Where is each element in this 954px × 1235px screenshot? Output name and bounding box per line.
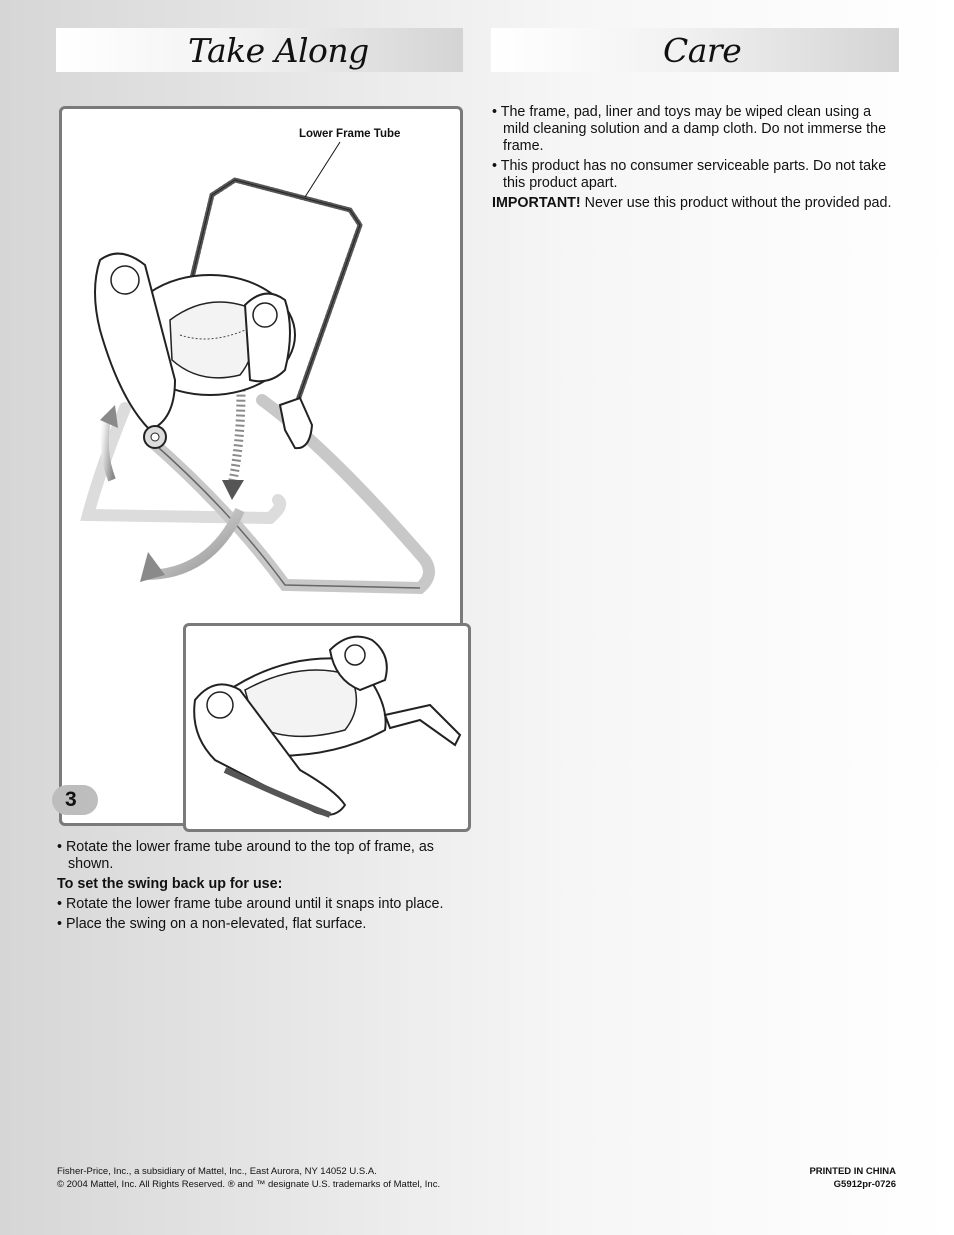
footer-copyright-line: © 2004 Mattel, Inc. All Rights Reserved. ® and ™ designate U.S. trademarks of Mattel, Inc. — [57, 1179, 441, 1190]
footer-part-number: G5912pr-0726 — [833, 1179, 896, 1190]
important-text: Never use this product without the provided pad. — [580, 195, 892, 211]
frame-foot-right — [280, 398, 312, 448]
instruction-bullet: • Place the swing on a non-elevated, flat surface. — [57, 916, 452, 933]
callout-leader-line — [305, 142, 340, 197]
footer-print-info — [809, 1165, 896, 1191]
section-title-take-along: Take Along — [188, 30, 369, 70]
inset-frame-tube — [385, 705, 460, 745]
care-bullet: • The frame, pad, liner and toys may be wiped clean using a mild cleaning solution and a damp cloth. Do not immerse the frame. — [492, 104, 892, 155]
important-note — [492, 195, 892, 212]
instruction-bullet: • Rotate the lower frame tube around until it snaps into place. — [57, 896, 452, 913]
footer-company-line: Fisher-Price, Inc., a subsidiary of Mattel, Inc., East Aurora, NY 14052 U.S.A. — [57, 1166, 377, 1177]
important-label: IMPORTANT! — [492, 195, 581, 211]
step-number-badge — [52, 785, 98, 815]
section-title-care: Care — [663, 30, 742, 70]
take-along-instructions — [57, 839, 452, 936]
care-bullet: • This product has no consumer serviceable parts. Do not take this product apart. — [492, 158, 892, 192]
footer-legal — [57, 1165, 440, 1191]
instruction-subheading: To set the swing back up for use: — [57, 876, 283, 892]
callout-lower-frame-tube: Lower Frame Tube — [299, 128, 401, 140]
rotation-arrow-head — [222, 480, 244, 500]
footer-printed-in: PRINTED IN CHINA — [809, 1166, 896, 1177]
care-instructions — [492, 104, 892, 215]
seat-pad — [170, 302, 256, 378]
step-number: 3 — [65, 788, 77, 811]
instruction-bullet: • Rotate the lower frame tube around to the top of frame, as shown. — [57, 839, 452, 873]
